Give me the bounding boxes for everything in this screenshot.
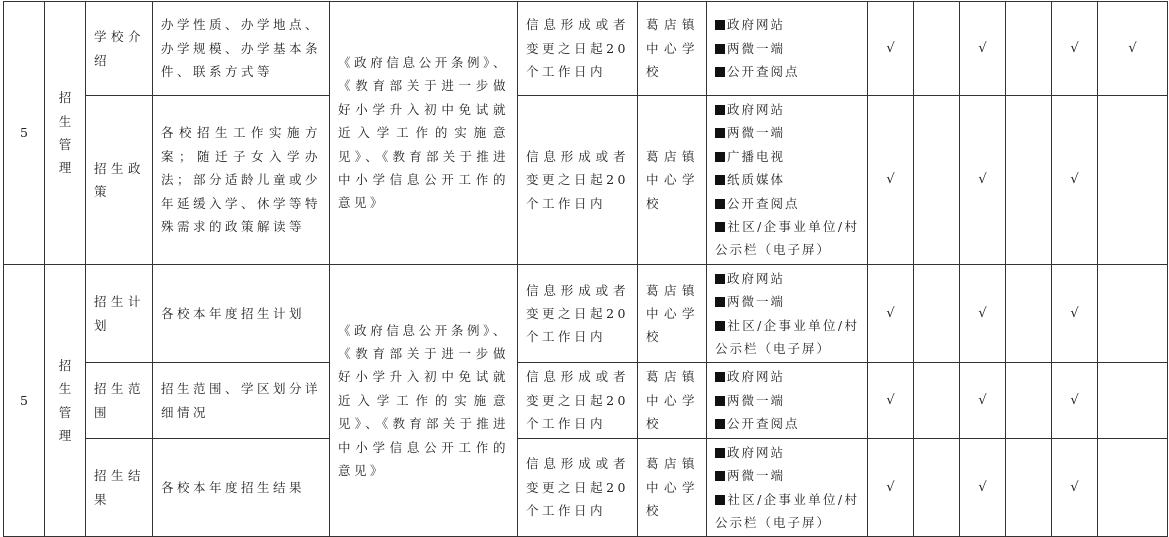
item-name-cell [86,264,153,363]
channel-item [715,464,859,487]
square-bullet-icon [715,372,725,382]
sequence-number: 5 [20,125,28,141]
square-bullet-icon [715,175,725,185]
channel-label: 公开查阅点 [727,195,800,211]
check-cell [1052,438,1098,537]
channel-label: 政府网站 [727,270,786,286]
category-char: 生 [58,113,72,129]
check-cell [1052,2,1098,96]
subject-cell [638,363,707,438]
category-char: 理 [58,160,72,176]
square-bullet-icon [715,495,725,505]
square-bullet-icon [715,199,725,209]
check-cell [914,438,960,537]
channel-item [715,267,859,290]
channel-item [715,314,859,361]
subject: 葛店镇中心学校 [646,17,698,80]
check-cell [868,96,914,265]
channel-label: 广播电视 [727,148,786,164]
category-cell [45,2,86,265]
square-bullet-icon [715,20,725,30]
check-mark: √ [978,305,987,321]
time-limit-cell [518,363,638,438]
channel-item [715,215,859,262]
channel-item [715,412,859,435]
channel-label: 政府网站 [727,444,786,460]
item-name: 学校介绍 [94,29,144,68]
channel-label: 社区/企事业单位/村公示栏（电子屏） [715,491,859,530]
check-mark: √ [1070,479,1079,495]
check-cell [960,2,1006,96]
subject-cell [638,438,707,537]
check-cell [868,363,914,438]
check-mark: √ [978,172,987,188]
check-cell [1098,438,1168,537]
item-content: 各校招生工作实施方案；随迁子女入学办法；部分适龄儿童或少年延缓入学、休学等特殊需求的政策解读等 [161,125,322,235]
square-bullet-icon [715,297,725,307]
time-limit-cell [518,438,638,537]
check-cell [960,438,1006,537]
channel-item [715,121,859,144]
time-limit-cell [518,264,638,363]
item-name-cell [86,438,153,537]
category-char: 招 [58,90,72,106]
check-mark: √ [886,172,895,188]
channel-label: 两微一端 [727,392,786,408]
square-bullet-icon [715,471,725,481]
check-mark: √ [886,392,895,408]
item-content: 招生范围、学区划分详细情况 [161,381,322,420]
basis-text: 《政府信息公开条例》、《教育部关于进一步做好小学升入初中免试就近入学工作的实施意见》、《教育部关于推进中小学信息公开工作的意见》 [338,55,509,211]
check-cell [1006,438,1052,537]
channel-label: 两微一端 [727,125,786,141]
square-bullet-icon [715,321,725,331]
check-mark: √ [1070,305,1079,321]
check-cell [914,363,960,438]
check-cell [1098,2,1168,96]
channel-item [715,192,859,215]
check-mark: √ [886,305,895,321]
sequence-number-cell [4,264,45,536]
square-bullet-icon [715,448,725,458]
check-mark: √ [1070,392,1079,408]
item-content-cell [153,2,330,96]
check-mark: √ [1128,40,1137,56]
subject: 葛店镇中心学校 [646,282,698,345]
check-cell [960,363,1006,438]
square-bullet-icon [715,105,725,115]
channel-item [715,389,859,412]
table-row [4,363,1168,438]
check-mark: √ [978,392,987,408]
check-cell [914,2,960,96]
check-cell [1052,264,1098,363]
check-mark: √ [1070,40,1079,56]
check-mark: √ [1070,172,1079,188]
channel-label: 社区/企事业单位/村公示栏（电子屏） [715,219,859,258]
check-cell [868,438,914,537]
category-char: 生 [58,381,72,397]
check-cell [868,2,914,96]
channel-label: 公开查阅点 [727,416,800,432]
channels-cell [707,96,868,265]
sequence-number-cell [4,2,45,265]
check-mark: √ [978,40,987,56]
channel-label: 公开查阅点 [727,64,800,80]
basis-cell [330,2,518,265]
item-content: 各校本年度招生计划 [161,305,306,321]
check-cell [914,96,960,265]
item-name: 招生结果 [94,468,144,507]
channel-item [715,98,859,121]
time-limit: 信息形成或者变更之日起20个工作日内 [526,456,629,519]
channel-item [715,168,859,191]
channel-label: 政府网站 [727,102,786,117]
item-name-cell [86,363,153,438]
check-mark: √ [886,40,895,56]
channel-item [715,365,859,388]
table-row [4,438,1168,537]
channel-label: 两微一端 [727,294,786,310]
check-cell [1006,264,1052,363]
channel-label: 纸质媒体 [727,172,786,188]
channels-cell [707,438,868,537]
item-name-cell [86,96,153,265]
check-cell [1006,363,1052,438]
channel-label: 两微一端 [727,468,786,484]
channel-item [715,37,859,60]
channels-cell [707,363,868,438]
time-limit: 信息形成或者变更之日起20个工作日内 [526,148,629,211]
table-body [4,2,1168,537]
subject-cell [638,2,707,96]
time-limit-cell [518,2,638,96]
subject-cell [638,96,707,265]
channel-item [715,145,859,168]
check-cell [914,264,960,363]
category-char: 理 [58,427,72,443]
time-limit: 信息形成或者变更之日起20个工作日内 [526,282,629,345]
check-cell [1052,96,1098,265]
check-cell [1098,264,1168,363]
channel-label: 社区/企事业单位/村公示栏（电子屏） [715,317,859,357]
check-mark: √ [886,479,895,495]
square-bullet-icon [715,396,725,406]
channel-item [715,13,859,36]
item-content: 各校本年度招生结果 [161,479,306,495]
basis-text: 《政府信息公开条例》、《教育部关于进一步做好小学升入初中免试就近入学工作的实施意见》、《教育部关于推进中小学信息公开工作的意见》 [338,322,509,479]
subject-cell [638,264,707,363]
check-cell [1006,2,1052,96]
category-char: 管 [58,136,72,152]
channel-item [715,488,859,535]
basis-cell [330,264,518,536]
item-name-cell [86,2,153,96]
square-bullet-icon [715,419,725,429]
channel-label: 政府网站 [727,17,786,33]
channels-cell [707,264,868,363]
channels-cell [707,2,868,96]
subject: 葛店镇中心学校 [646,148,698,211]
time-limit-cell [518,96,638,265]
table-row [4,264,1168,363]
subject: 葛店镇中心学校 [646,456,698,519]
table-row [4,96,1168,265]
square-bullet-icon [715,67,725,77]
sequence-number: 5 [20,392,28,408]
subject: 葛店镇中心学校 [646,369,698,432]
square-bullet-icon [715,222,725,232]
check-cell [1006,96,1052,265]
item-name: 招生计划 [94,294,144,333]
category-char: 管 [58,404,72,420]
item-name: 招生政策 [94,160,144,199]
item-content-cell [153,264,330,363]
table-row [4,2,1168,96]
check-cell [1098,96,1168,265]
time-limit: 信息形成或者变更之日起20个工作日内 [526,369,629,432]
check-mark: √ [978,479,987,495]
square-bullet-icon [715,128,725,138]
check-cell [868,264,914,363]
check-cell [1052,363,1098,438]
check-cell [960,96,1006,265]
item-content-cell [153,438,330,537]
channel-label: 政府网站 [727,369,786,385]
item-content-cell [153,96,330,265]
channel-label: 两微一端 [727,40,786,56]
check-cell [960,264,1006,363]
item-content-cell [153,363,330,438]
item-content: 办学性质、办学地点、办学规模、办学基本条件、联系方式等 [161,17,322,80]
disclosure-table [3,1,1168,537]
time-limit: 信息形成或者变更之日起20个工作日内 [526,17,629,80]
check-cell [1098,363,1168,438]
square-bullet-icon [715,274,725,284]
channel-item [715,60,859,83]
square-bullet-icon [715,152,725,162]
category-cell [45,264,86,536]
channel-item [715,290,859,313]
category-char: 招 [58,357,72,373]
square-bullet-icon [715,44,725,54]
channel-item [715,441,859,464]
item-name: 招生范围 [94,381,144,420]
